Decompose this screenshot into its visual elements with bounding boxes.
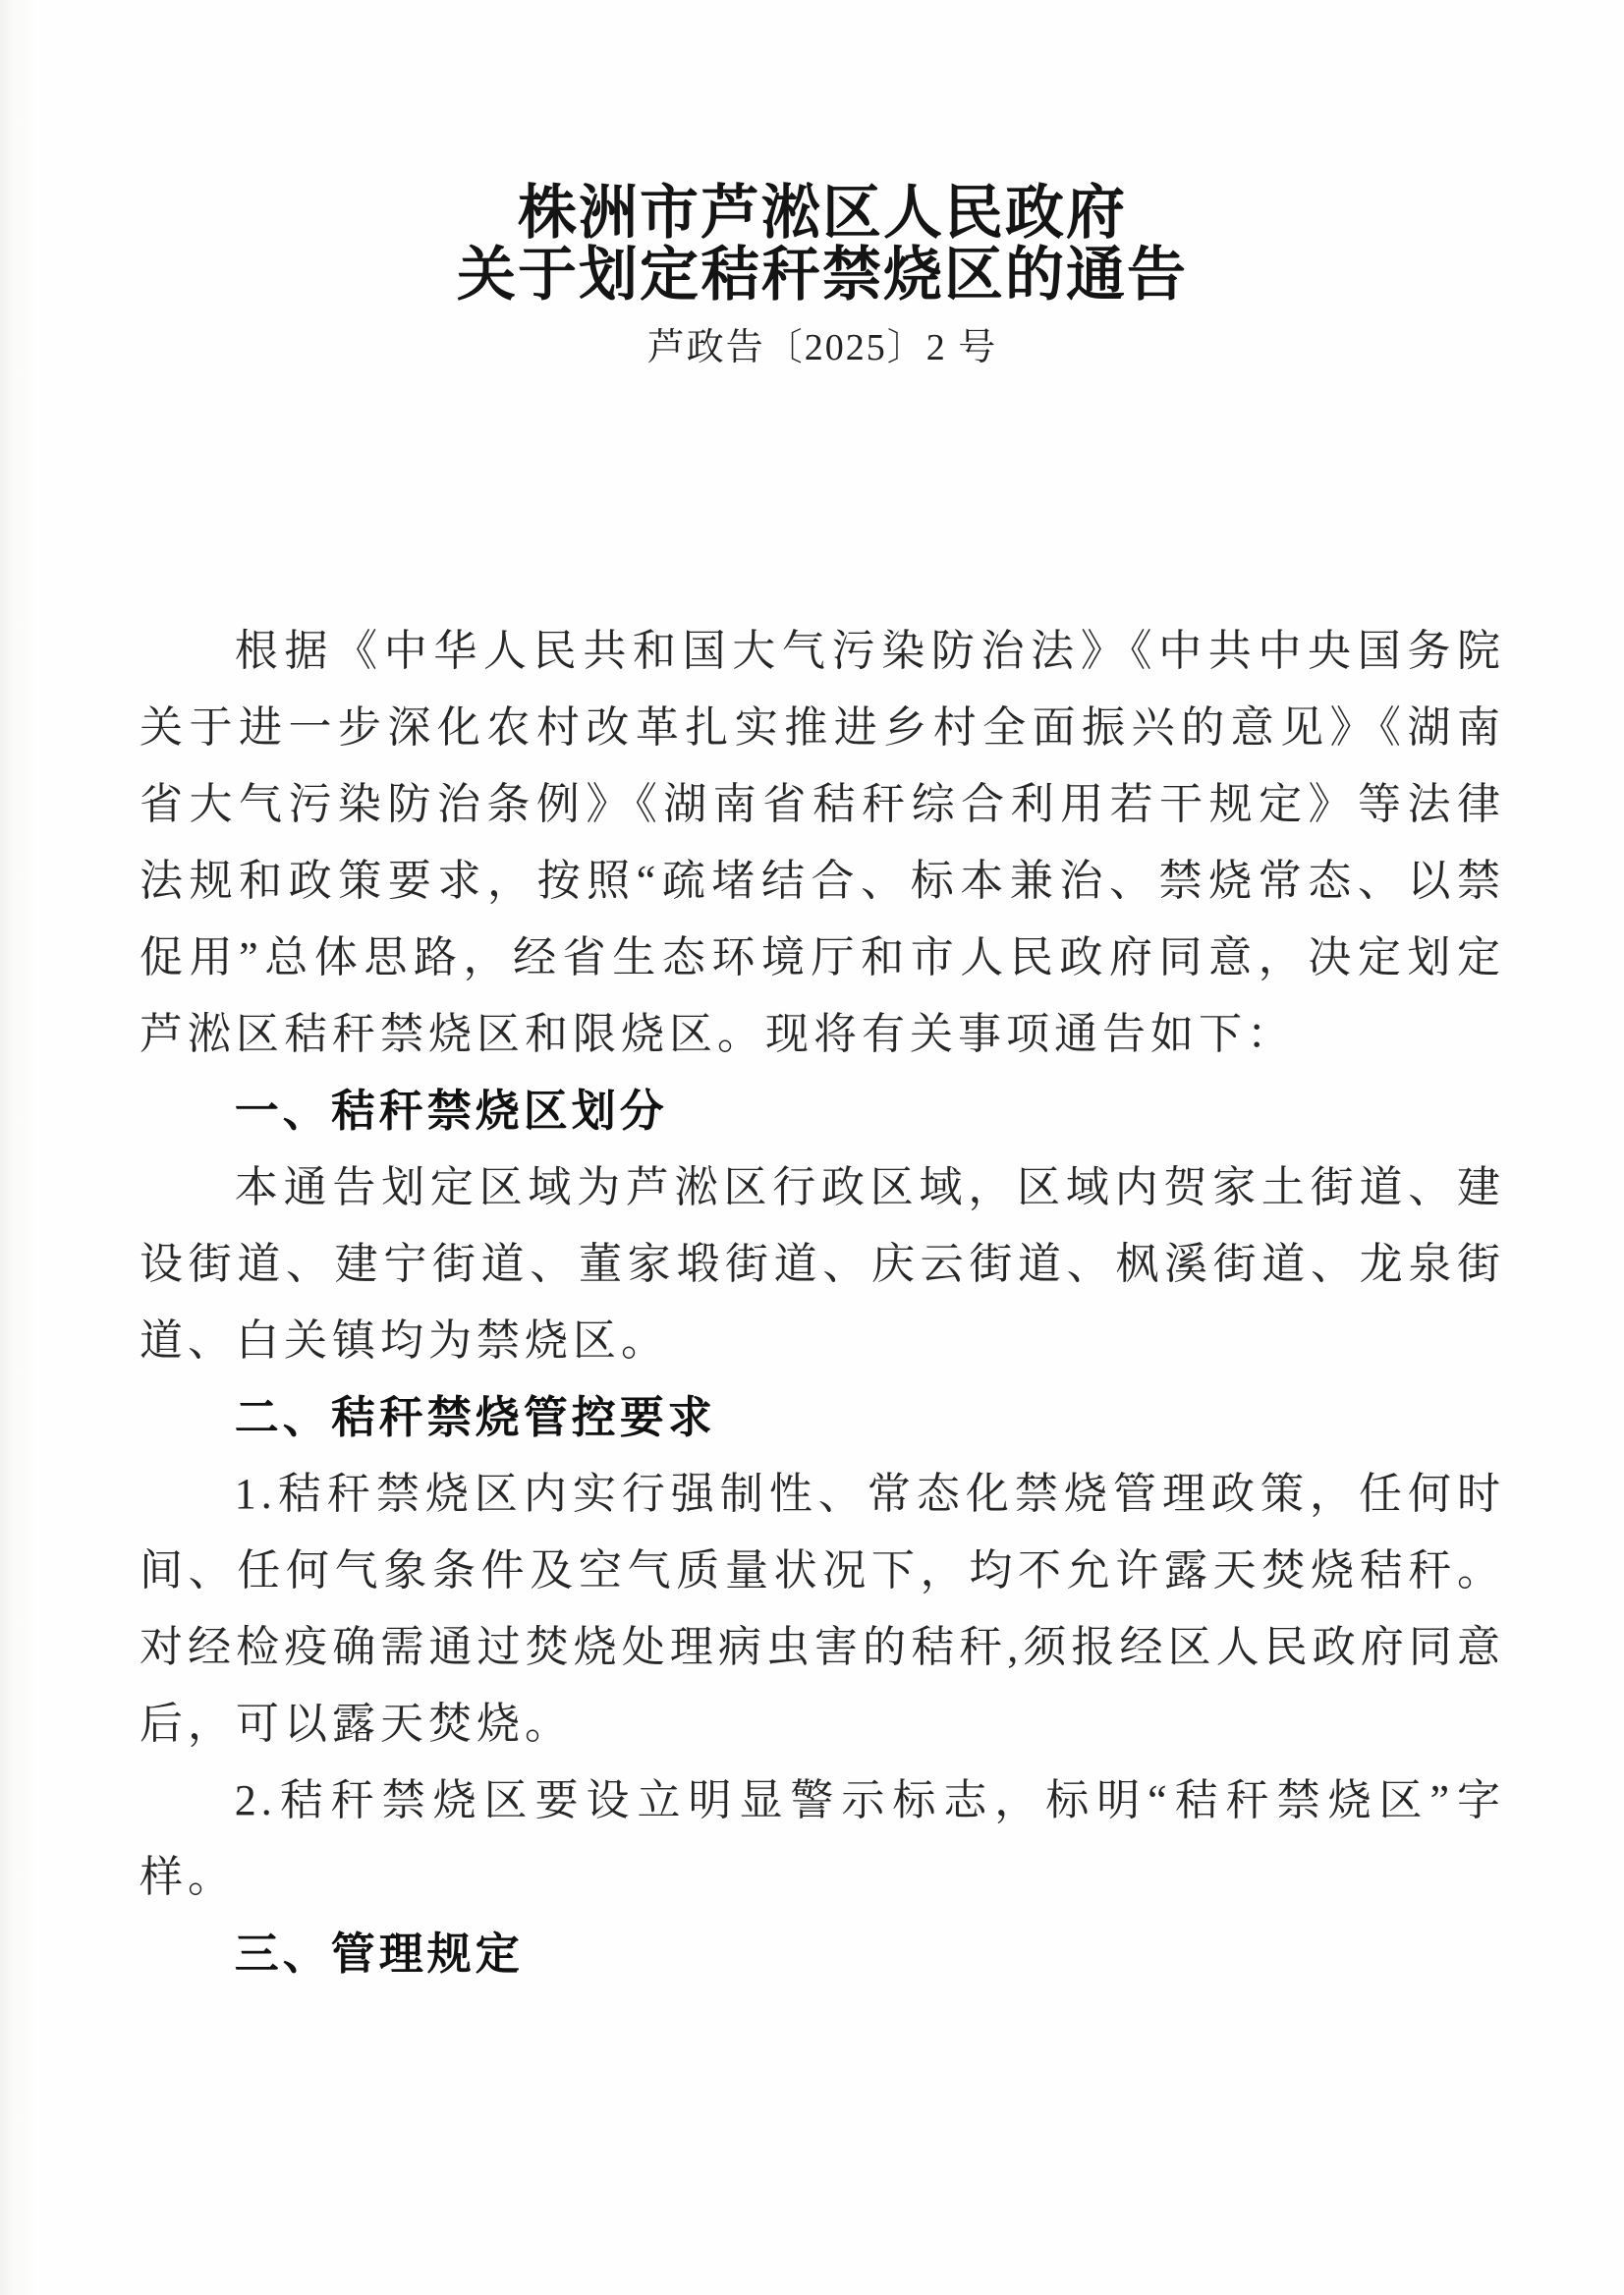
body-paragraph: 根据《中华人民共和国大气污染防治法》《中共中央国务院关于进一步深化农村改革扎实推进乡村全面振兴的意见》《湖南省大气污染防治条例》《湖南省秸秆综合利用若干规定》等法律法规和政策要求，按照“疏堵结合、标本兼治、禁烧常态、以禁促用”总体思路，经省生态环境厅和市人民政府同意，决定划定芦淞区秸秆禁烧区和限烧区。现将有关事项通告如下： bbox=[140, 627, 1505, 1058]
body-paragraph: 2.秸秆禁烧区要设立明显警示标志，标明“秸秆禁烧区”字样。 bbox=[140, 1776, 1505, 1901]
document-body bbox=[140, 613, 1505, 1992]
section-heading: 二、秸秆禁烧管控要求 bbox=[234, 1392, 716, 1442]
body-paragraph: 本通告划定区域为芦淞区行政区域，区域内贺家土街道、建设街道、建宁街道、董家塅街道、庆云街道、枫溪街道、龙泉街道、白关镇均为禁烧区。 bbox=[140, 1163, 1505, 1365]
document-number: 芦政告〔2025〕2 号 bbox=[646, 327, 998, 368]
document-title-line1: 株洲市芦淞区人民政府 bbox=[518, 181, 1127, 246]
section-heading: 一、秸秆禁烧区划分 bbox=[234, 1086, 668, 1136]
section-heading: 三、管理规定 bbox=[234, 1929, 524, 1979]
document-title-line2: 关于划定秸秆禁烧区的通告 bbox=[457, 243, 1188, 308]
body-paragraph: 1.秸秆禁烧区内实行强制性、常态化禁烧管理政策，任何时间、任何气象条件及空气质量状况下，均不允许露天焚烧秸秆。对经检疫确需通过焚烧处理病虫害的秸秆,须报经区人民政府同意后，可以露天焚烧。 bbox=[140, 1470, 1505, 1748]
document-title bbox=[140, 183, 1505, 307]
